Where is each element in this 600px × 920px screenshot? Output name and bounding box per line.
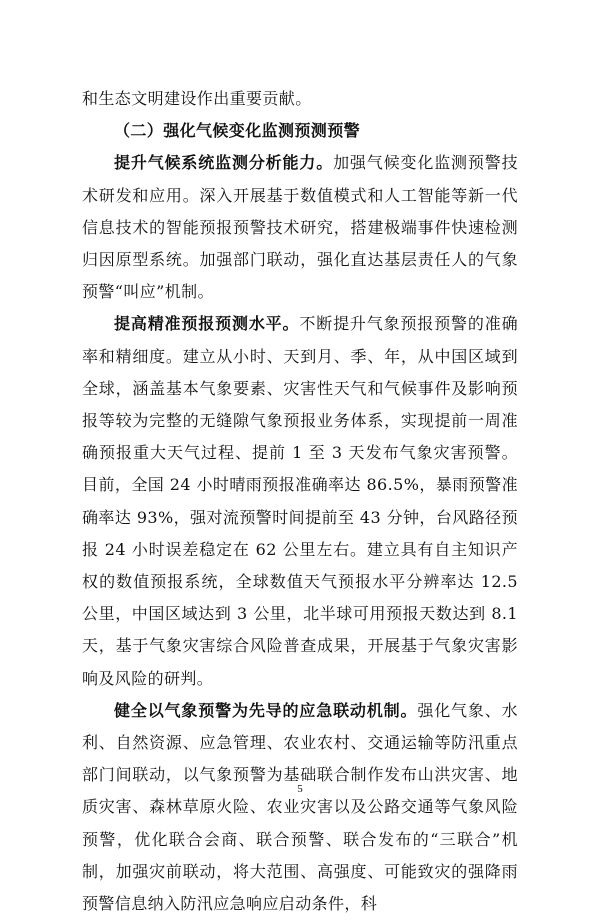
paragraph-forecasting <box>82 308 518 694</box>
paragraph-lead: 健全以气象预警为先导的应急联动机制。 <box>114 700 418 720</box>
continuation-line: 和生态文明建设作出重要贡献。 <box>82 89 312 108</box>
section-heading: （二）强化气候变化监测预测预警 <box>114 121 361 141</box>
paragraph-body: 不断提升气象预报预警的准确率和精细度。建立从小时、天到月、季、年，从中国区域到全球，涵盖基本气象要素、灾害性天气和气候事件及影响预报等较为完整的无缝隙气象预报业务体系，实现提前一周准确预报重大天气过程、提前 1 至 3 天发布气象灾害预警。目前，全国 24 小时晴雨预报准确率达 86.5%，暴雨预警准确率达 93%，强对流预警时间提前至 43 分钟，台风路径预报 24 小时误差稳定在 62 公里左右。建立具有自主知识产权的数值预报系统，全球数值天气预报水平分辨率达 12.5 公里，中国区域达到 3 公里，北半球可用预报天数达到 8.1 天，基于气象灾害综合风险普查成果，开展基于气象灾害影响及风险的研判。 <box>82 314 518 688</box>
paragraph-body: 加强气候变化监测预警技术研发和应用。深入开展基于数值模式和人工智能等新一代信息技术的智能预报预警技术研究，搭建极端事件快速检测归因原型系统。加强部门联动，强化直达基层责任人的气象预警“叫应”机制。 <box>82 153 518 302</box>
paragraph-lead: 提升气候系统监测分析能力。 <box>114 153 334 173</box>
paragraph-body: 强化气象、水利、自然资源、应急管理、农业农村、交通运输等防汛重点部门间联动，以气象预警为基础联合制作发布山洪灾害、地质灾害、森林草原火险、农业灾害以及公路交通等气象风险预警，优化联合会商、联合预警、联合发布的“三联合”机制，加强灾前联动，将大范围、高强度、可能致灾的强降雨预警信息纳入防汛应急响应启动条件，科 <box>82 700 519 914</box>
paragraph-lead: 提高精准预报预测水平。 <box>114 314 300 334</box>
paragraph-monitoring <box>82 147 518 308</box>
paragraph-emergency-linkage <box>82 695 518 920</box>
page-number: 5 <box>297 783 303 795</box>
